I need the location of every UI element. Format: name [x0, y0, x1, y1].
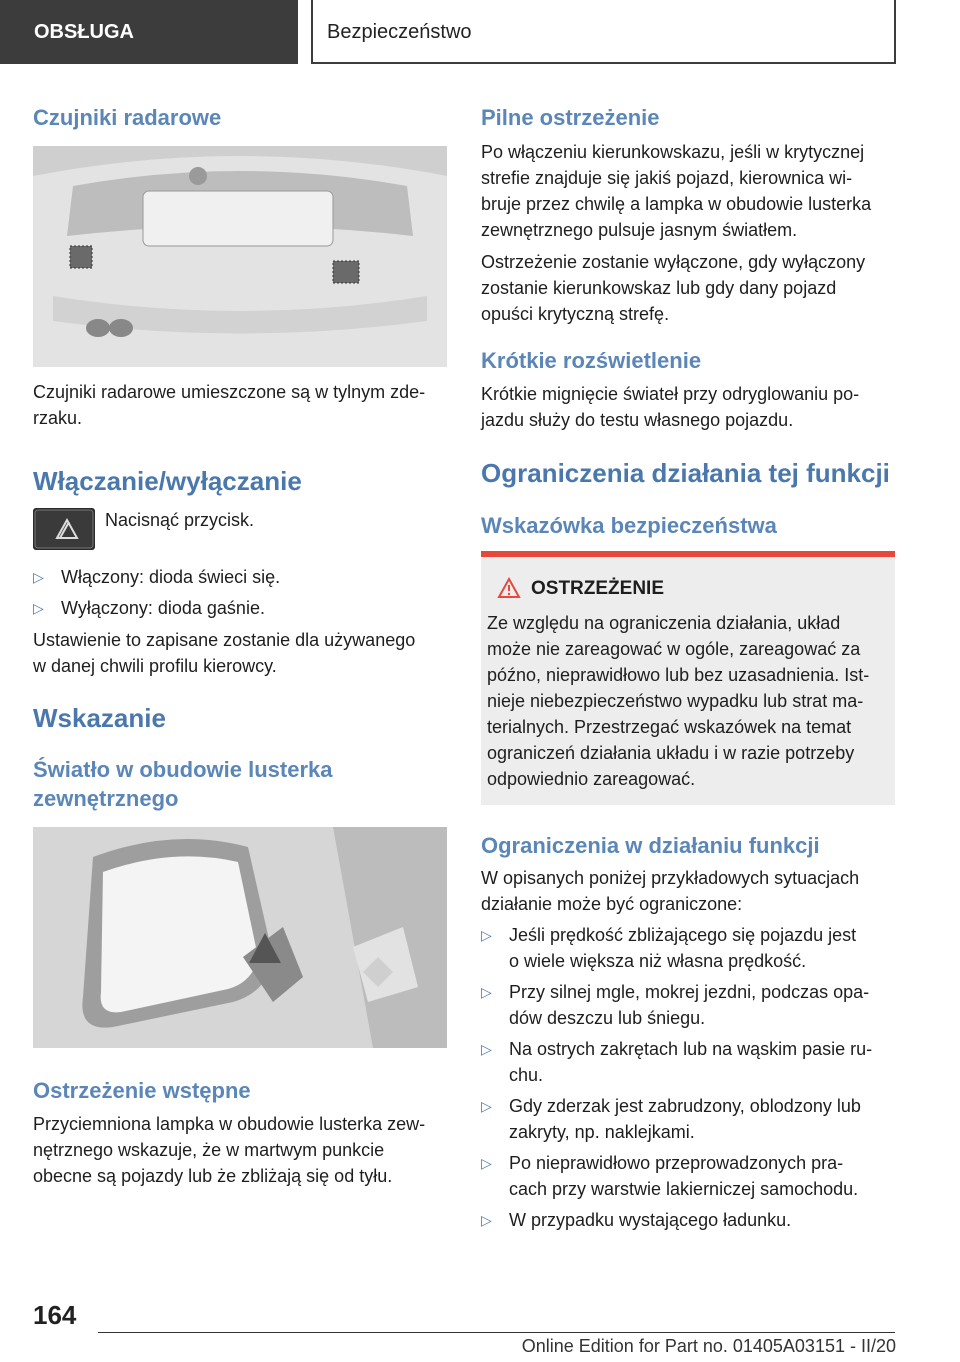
press-button-text: Nacisnąć przycisk. [105, 510, 255, 530]
pre-warning-line: Przyciemniona lampka w obudowie lusterka zew- [33, 1114, 426, 1134]
warning-box [481, 551, 895, 805]
blind-spot-button-image [33, 508, 95, 550]
heading-on-off: Włączanie/wyłączanie [33, 466, 302, 496]
heading-short-flash: Krótkie rozświetlenie [481, 348, 702, 373]
page-number: 164 [33, 1300, 77, 1330]
urgent-line: Po włączeniu kierunkowskazu, jeśli w krytycznej [481, 142, 865, 162]
flash-line: jazdu służy do testu własnego pojazdu. [481, 410, 794, 430]
triangle-bullet-icon: ▷ [481, 1098, 492, 1114]
warning-line: może nie zareagować w ogóle, zareagować za [487, 639, 861, 659]
side-mirror-image [33, 827, 447, 1048]
warning-line: terialnych. Przestrzegać wskazówek na temat [487, 717, 852, 737]
warning-triangle-icon [497, 577, 521, 599]
setting-text-line: Ustawienie to zapisane zostanie dla używanego [33, 630, 416, 650]
warning-line: późno, nieprawidłowo lub bez uzasadnienia. Ist- [487, 665, 870, 685]
off-line: Ostrzeżenie zostanie wyłączone, gdy wyłączony [481, 252, 866, 272]
edition-note: Online Edition for Part no. 01405A03151 - II/20 [521, 1336, 896, 1356]
triangle-bullet-icon: ▷ [33, 600, 44, 616]
urgent-line: strefie znajduje się jakiś pojazd, kierownica wi- [481, 168, 853, 188]
func-intro-line: W opisanych poniżej przykładowych sytuacjach [481, 868, 860, 888]
triangle-bullet-icon: ▷ [481, 927, 492, 943]
triangle-bullet-icon: ▷ [481, 1155, 492, 1171]
triangle-bullet-icon: ▷ [33, 569, 44, 585]
pre-warning-line: nętrznego wskazuje, że w martwym punkcie [33, 1140, 385, 1160]
heading-mirror-light: Światło w obudowie lusterka [33, 757, 333, 782]
heading-mirror-light: zewnętrznego [33, 786, 179, 811]
warning-line: ograniczeń działania układu i w razie potrzeby [487, 743, 855, 763]
heading-urgent-warning: Pilne ostrzeżenie [481, 105, 660, 130]
urgent-line: zewnętrznego pulsuje jasnym światłem. [481, 220, 798, 240]
urgent-line: bruje przez chwilę a lampka w obudowie lusterka [481, 194, 872, 214]
func-intro-line: działanie może być ograniczone: [481, 894, 743, 914]
triangle-bullet-icon: ▷ [481, 1212, 492, 1228]
triangle-bullet-icon: ▷ [481, 1041, 492, 1057]
off-line: opuści krytyczną strefę. [481, 304, 670, 324]
heading-indication: Wskazanie [33, 703, 166, 733]
section-tab: OBSŁUGA [0, 0, 298, 64]
footer-divider [98, 1332, 895, 1333]
warning-bar [481, 551, 895, 557]
warning-line: odpowiednio zareagować. [487, 769, 696, 789]
flash-line: Krótkie mignięcie świateł przy odryglowaniu po- [481, 384, 860, 404]
heading-radar-sensors: Czujniki radarowe [33, 105, 222, 130]
heading-function-limits: Ograniczenia działania tej funkcji [481, 458, 890, 488]
radar-caption-line: rzaku. [33, 408, 83, 428]
car-rear-image [33, 146, 447, 367]
warning-line: Ze względu na ograniczenia działania, układ [487, 613, 841, 633]
heading-pre-warning: Ostrzeżenie wstępne [33, 1078, 251, 1103]
pre-warning-line: obecne są pojazdy lub że zbliżają się od tyłu. [33, 1166, 393, 1186]
setting-text-line: w danej chwili profilu kierowcy. [33, 656, 277, 676]
triangle-bullet-icon: ▷ [481, 984, 492, 1000]
radar-caption-line: Czujniki radarowe umieszczone są w tylnym zde- [33, 382, 426, 402]
warning-line: nieje niebezpieczeństwo wypadku lub strat ma- [487, 691, 864, 711]
warning-title: OSTRZEŻENIE [531, 578, 665, 599]
heading-func-limits: Ograniczenia w działaniu funkcji [481, 833, 820, 858]
off-line: zostanie kierunkowskaz lub gdy dany pojazd [481, 278, 837, 298]
heading-safety-note: Wskazówka bezpieczeństwa [481, 513, 777, 538]
topic-tab: Bezpieczeństwo [311, 0, 896, 64]
